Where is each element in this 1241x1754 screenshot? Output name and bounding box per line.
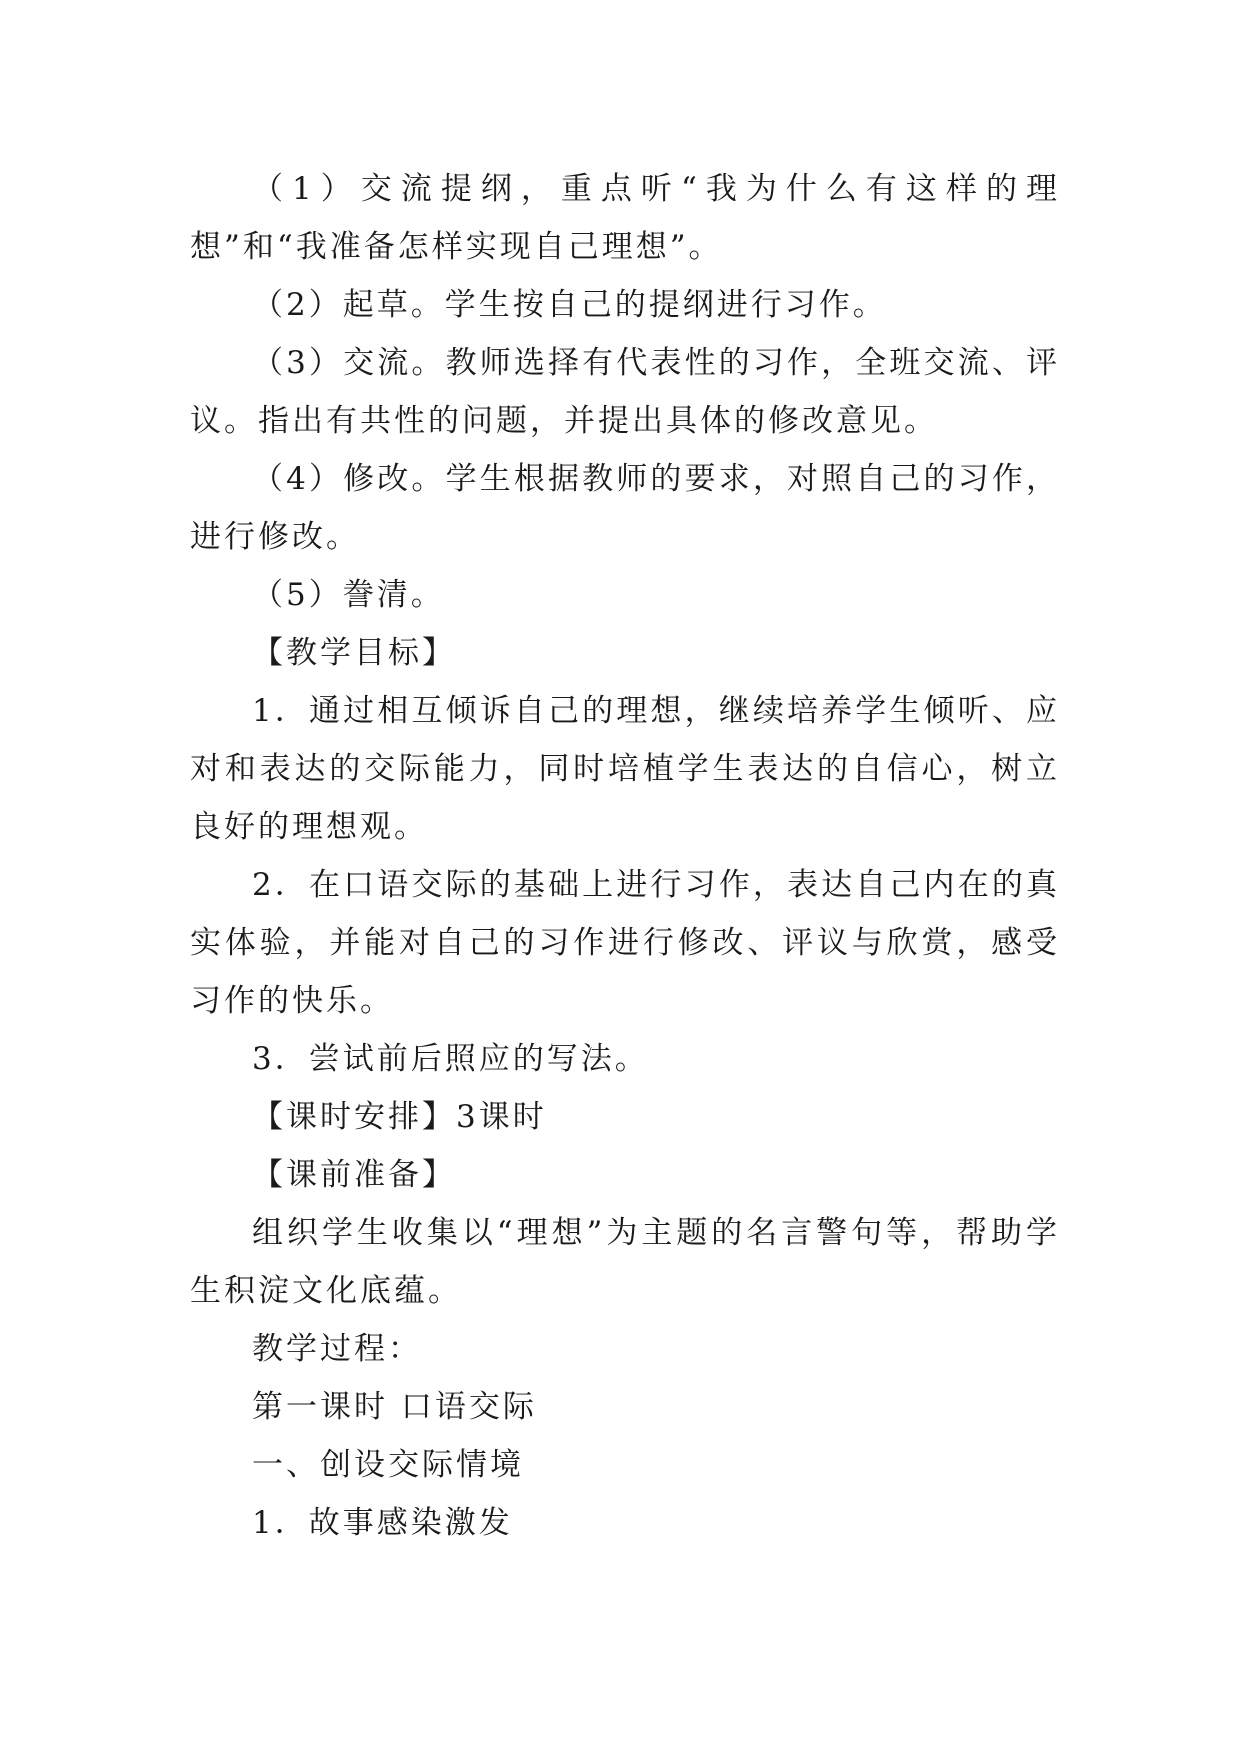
lesson-one-title: 第一课时 口语交际 xyxy=(252,1389,537,1425)
heading-class-hours: 【课时安排】3课时 xyxy=(252,1099,547,1135)
heading-teaching-process: 教学过程： xyxy=(252,1331,422,1367)
section-one-title: 一、创设交际情境 xyxy=(252,1447,524,1483)
heading-teaching-goals: 【教学目标】 xyxy=(252,635,456,671)
goal-item-1: 1．通过相互倾诉自己的理想，继续培养学生倾听、应对和表达的交际能力，同时培植学生表达的自信心，树立良好的理想观。 xyxy=(190,693,1060,845)
goal-item-2: 2．在口语交际的基础上进行习作，表达自己内在的真实体验，并能对自己的习作进行修改、评议与欣赏，感受习作的快乐。 xyxy=(190,867,1060,1019)
paragraph-step-5-fair-copy: （5）誊清。 xyxy=(252,577,445,613)
paragraph-step-2-draft: （2）起草。学生按自己的提纲进行习作。 xyxy=(252,287,887,323)
subsection-1-title: 1．故事感染激发 xyxy=(252,1505,513,1541)
preparation-text: 组织学生收集以“理想”为主题的名言警句等，帮助学生积淀文化底蕴。 xyxy=(190,1215,1060,1309)
paragraph-step-1-outline: （1）交流提纲，重点听“我为什么有这样的理想”和“我准备怎样实现自己理想”。 xyxy=(190,171,1060,265)
paragraph-step-3-exchange: （3）交流。教师选择有代表性的习作，全班交流、评议。指出有共性的问题，并提出具体的修改意见。 xyxy=(190,345,1060,439)
goal-item-3: 3．尝试前后照应的写法。 xyxy=(252,1041,649,1077)
heading-preparation: 【课前准备】 xyxy=(252,1157,456,1193)
paragraph-step-4-revise: （4）修改。学生根据教师的要求，对照自己的习作，进行修改。 xyxy=(190,461,1060,555)
document-body xyxy=(190,160,1060,1552)
